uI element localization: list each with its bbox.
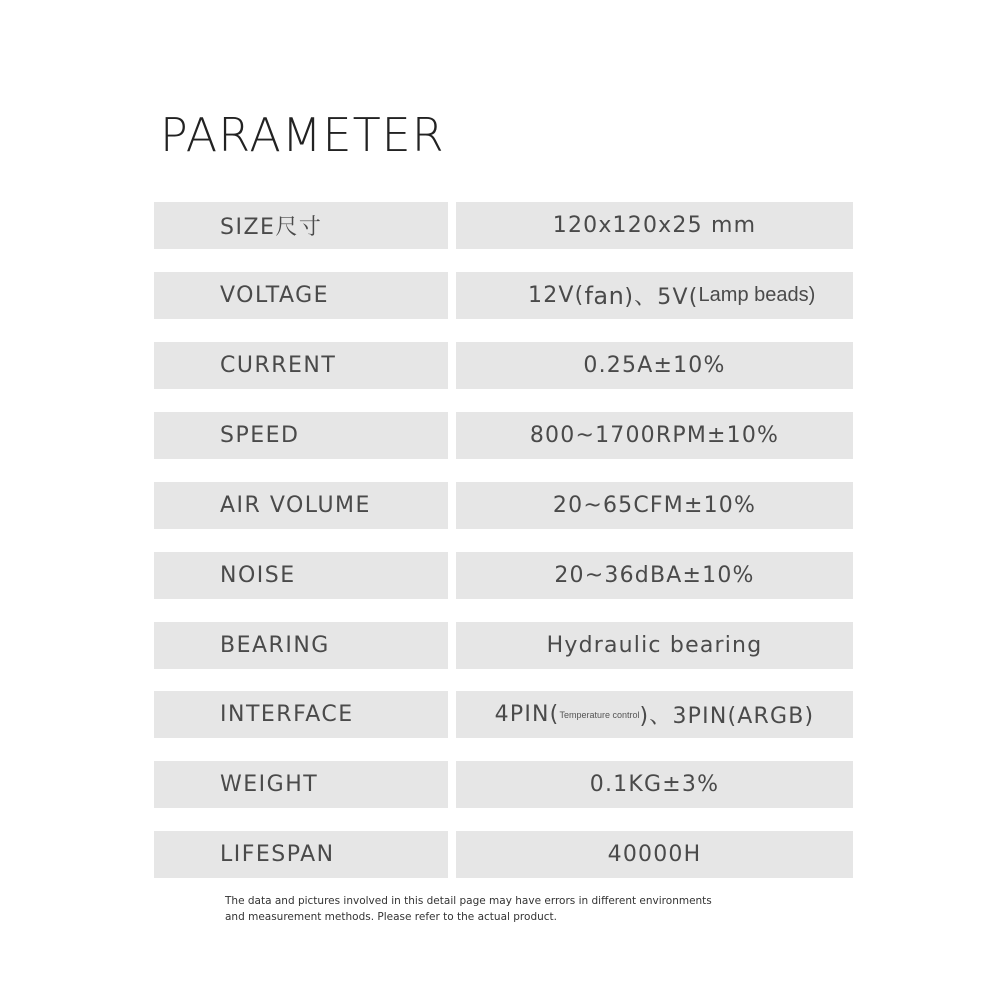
voltage-fan-prefix: 12V( [528,283,585,308]
table-row-noise [154,552,853,599]
voltage-fan-label: fan [584,281,625,310]
voltage-lamp-label: Lamp beads) [698,284,816,306]
row-value: 20~36dBA±10% [456,552,853,599]
row-label: CURRENT [154,342,448,389]
row-value: 20~65CFM±10% [456,482,853,529]
row-label: WEIGHT [154,761,448,808]
disclaimer-footnote [225,893,785,925]
row-value: 40000H [456,831,853,878]
row-label: VOLTAGE [154,272,448,319]
row-label: INTERFACE [154,691,448,738]
table-row-interface [154,691,853,738]
footnote-line-2: and measurement methods. Please refer to the actual product. [225,911,557,923]
page-title: PARAMETER [160,108,445,162]
row-value: 0.1KG±3% [456,761,853,808]
row-value [456,691,853,738]
row-value: 800~1700RPM±10% [456,412,853,459]
row-label: NOISE [154,552,448,599]
interface-temperature-control: Temperature control [559,709,640,720]
footnote-line-1: The data and pictures involved in this detail page may have errors in different environments [225,895,712,907]
voltage-lamp-prefix: )、5V( [624,285,699,310]
table-row-lifespan [154,831,853,878]
table-row-speed [154,412,853,459]
row-value: 0.25A±10% [456,342,853,389]
table-row-air-volume [154,482,853,529]
table-row-voltage [154,272,853,319]
row-value: 120x120x25 mm [456,202,853,249]
table-row-size [154,202,853,249]
table-row-weight [154,761,853,808]
table-row-bearing [154,622,853,669]
interface-3pin-suffix: )、3PIN(ARGB) [639,704,815,729]
row-value: Hydraulic bearing [456,622,853,669]
parameter-table [154,202,853,901]
interface-4pin-prefix: 4PIN( [494,702,560,727]
row-label: BEARING [154,622,448,669]
row-label: AIR VOLUME [154,482,448,529]
row-label: LIFESPAN [154,831,448,878]
table-row-current [154,342,853,389]
row-label: SPEED [154,412,448,459]
row-value [456,272,853,319]
row-label: SIZE尺寸 [154,202,448,249]
